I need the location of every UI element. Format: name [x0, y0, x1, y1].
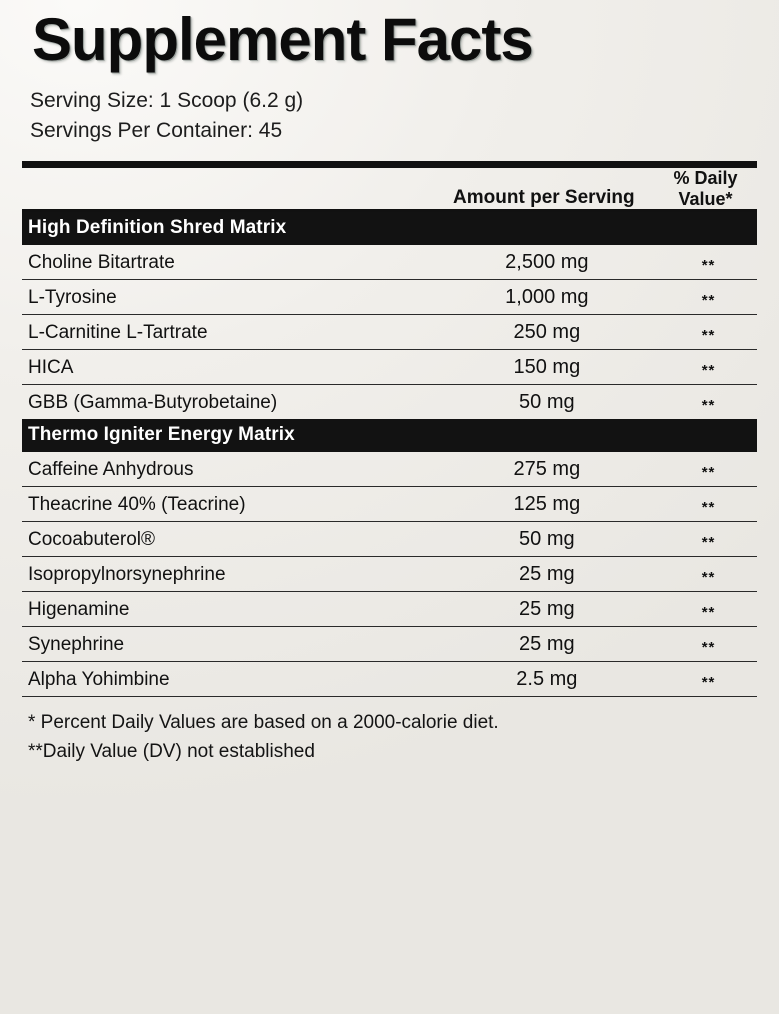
- matrix-header-row: [22, 212, 757, 245]
- ingredient-amount: 25 mg: [434, 627, 655, 662]
- ingredient-amount: 2,500 mg: [434, 245, 655, 280]
- serving-size: Serving Size: 1 Scoop (6.2 g): [30, 89, 304, 112]
- ingredient-name: L-Tyrosine: [22, 280, 434, 315]
- table-row: [22, 557, 757, 592]
- table-row: [22, 280, 757, 315]
- ingredient-amount: 50 mg: [434, 522, 655, 557]
- table-row: [22, 627, 757, 662]
- ingredient-daily-value: **: [701, 397, 716, 415]
- ingredient-amount: 25 mg: [434, 557, 655, 592]
- page-title: Supplement Facts: [32, 6, 533, 73]
- ingredient-name: Cocoabuterol®: [22, 522, 434, 557]
- ingredient-daily-value: **: [654, 662, 757, 697]
- ingredient-name: HICA: [22, 350, 434, 385]
- header-amount-per-serving: Amount per Serving: [453, 187, 635, 209]
- matrix-header-row: [22, 419, 757, 452]
- matrix-title: High Definition Shred Matrix: [22, 212, 434, 245]
- ingredient-amount: 2.5 mg: [434, 662, 655, 697]
- header-daily-value: % Daily Value*: [673, 167, 738, 209]
- footnote-daily-value-basis: * Percent Daily Values are based on a 2000-calorie diet.: [28, 712, 499, 734]
- header-blank: [22, 168, 434, 211]
- table-row: [22, 385, 757, 420]
- ingredient-daily-value: **: [654, 315, 757, 350]
- ingredient-amount: 150 mg: [434, 350, 655, 385]
- table-row: [22, 452, 757, 487]
- footnotes: [28, 709, 757, 766]
- ingredient-daily-value: **: [654, 522, 757, 557]
- table-row: [22, 522, 757, 557]
- ingredient-amount: 275 mg: [434, 452, 655, 487]
- ingredient-name: Choline Bitartrate: [22, 245, 434, 280]
- matrix-fill: [654, 212, 757, 245]
- ingredient-name: Synephrine: [22, 627, 434, 662]
- ingredient-amount: 125 mg: [434, 487, 655, 522]
- matrix-title: Thermo Igniter Energy Matrix: [22, 419, 434, 452]
- ingredient-name: Caffeine Anhydrous: [22, 452, 434, 487]
- ingredient-daily-value: **: [654, 487, 757, 522]
- ingredient-amount: 25 mg: [434, 592, 655, 627]
- ingredient-daily-value: **: [654, 557, 757, 592]
- ingredient-daily-value: **: [654, 280, 757, 315]
- ingredient-amount: 1,000 mg: [434, 280, 655, 315]
- ingredient-name: Alpha Yohimbine: [22, 662, 434, 697]
- matrix-fill: [434, 419, 655, 452]
- supplement-facts-table: [22, 161, 757, 697]
- table-row: [22, 315, 757, 350]
- ingredient-daily-value: **: [654, 627, 757, 662]
- ingredient-daily-value: **: [654, 592, 757, 627]
- ingredient-daily-value: **: [654, 452, 757, 487]
- ingredient-daily-value: **: [654, 245, 757, 280]
- ingredient-name: Theacrine 40% (Teacrine): [22, 487, 434, 522]
- ingredient-name: L-Carnitine L-Tartrate: [22, 315, 434, 350]
- table-row: [22, 245, 757, 280]
- ingredient-name: Isopropylnorsynephrine: [22, 557, 434, 592]
- servings-per-container: Servings Per Container: 45: [30, 119, 283, 143]
- table-row: [22, 487, 757, 522]
- footnote-dv-not-established: **Daily Value (DV) not established: [28, 740, 315, 762]
- matrix-fill: [654, 419, 757, 452]
- ingredient-name: Higenamine: [22, 592, 434, 627]
- ingredient-daily-value: **: [654, 350, 757, 385]
- table-row: [22, 662, 757, 697]
- ingredient-name: GBB (Gamma-Butyrobetaine): [28, 392, 278, 414]
- ingredient-amount: 50 mg: [519, 391, 575, 414]
- table-header-row: [22, 168, 757, 211]
- matrix-fill: [434, 212, 655, 245]
- ingredient-amount: 250 mg: [434, 315, 655, 350]
- table-row: [22, 592, 757, 627]
- serving-info: [30, 86, 757, 147]
- table-row: [22, 350, 757, 385]
